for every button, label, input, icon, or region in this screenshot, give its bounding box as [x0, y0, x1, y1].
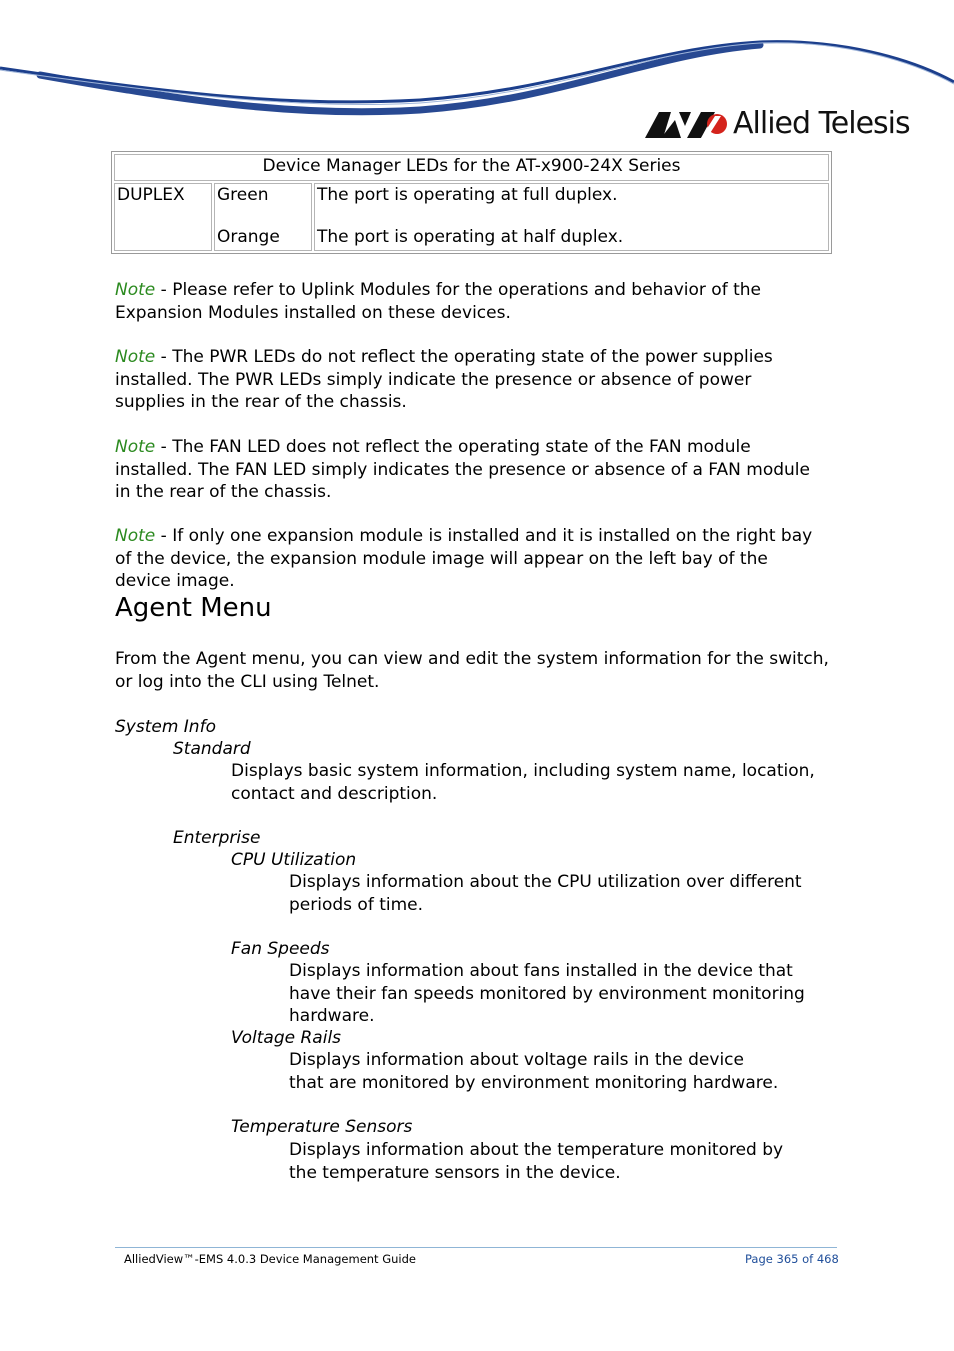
led-description-full: The port is operating at full duplex.: [317, 185, 618, 205]
table-row: [114, 183, 829, 251]
cpu-utilization-title: CPU Utilization: [231, 850, 357, 870]
temperature-sensors-description: Displays information about the temperature monitored by the temperature sensors in the device.: [289, 1140, 784, 1183]
temperature-sensors-title: Temperature Sensors: [231, 1117, 413, 1137]
note-label: Note: [115, 347, 156, 367]
note-text: - The PWR LEDs do not reflect the operating state of the power supplies installed. The PWR LEDs simply indicate the presence or absence of power supplies in the rear of the chassis.: [115, 347, 773, 412]
enterprise-title: Enterprise: [173, 828, 261, 848]
section-intro: From the Agent menu, you can view and edit the system information for the switch, or log into the CLI using Telnet.: [115, 649, 829, 692]
voltage-rails-description: Displays information about voltage rails in the device that are monitored by environment monitoring hardware.: [289, 1050, 779, 1093]
led-name-cell: DUPLEX: [114, 183, 212, 251]
led-color-green: Green: [217, 185, 269, 205]
logo-wordmark: Allied Telesis: [733, 106, 910, 141]
note-expansion: [115, 525, 815, 593]
note-fan: [115, 436, 815, 504]
note-label: Note: [115, 437, 156, 457]
footer-page-number: Page 365 of 468: [745, 1252, 839, 1266]
led-table: [111, 151, 832, 254]
led-description-half: The port is operating at half duplex.: [317, 227, 624, 247]
standard-title: Standard: [173, 739, 251, 759]
footer-doc-title: AlliedView™-EMS 4.0.3 Device Management Guide: [124, 1252, 416, 1266]
allied-telesis-logo-icon: [645, 112, 729, 138]
table-caption: Device Manager LEDs for the AT-x900-24X Series: [114, 154, 829, 181]
note-label: Note: [115, 526, 156, 546]
led-description-cell: [314, 183, 829, 251]
led-color-orange: Orange: [217, 227, 280, 247]
note-text: - The FAN LED does not reflect the operating state of the FAN module installed. The FAN LED simply indicates the presence or absence of a FAN module in the rear of the chassis.: [115, 437, 810, 502]
section-heading: Agent Menu: [115, 593, 272, 623]
fan-speeds-title: Fan Speeds: [231, 939, 330, 959]
note-text: - If only one expansion module is installed and it is installed on the right bay of the device, the expansion module image will appear on the left bay of the device image.: [115, 526, 813, 591]
led-color-cell: [214, 183, 312, 251]
note-uplink: [115, 279, 815, 324]
voltage-rails-title: Voltage Rails: [231, 1028, 342, 1048]
standard-description: Displays basic system information, including system name, location, contact and description.: [231, 761, 815, 804]
note-text: - Please refer to Uplink Modules for the operations and behavior of the Expansion Modules installed on these devices.: [115, 280, 761, 323]
note-label: Note: [115, 280, 156, 300]
footer-divider: [115, 1247, 837, 1248]
system-info-title: System Info: [115, 717, 216, 737]
cpu-utilization-description: Displays information about the CPU utilization over different periods of time.: [289, 872, 802, 915]
note-pwr: [115, 346, 815, 414]
fan-speeds-description: Displays information about fans installed in the device that have their fan speeds monitored by environment monitoring hardware.: [289, 961, 805, 1026]
